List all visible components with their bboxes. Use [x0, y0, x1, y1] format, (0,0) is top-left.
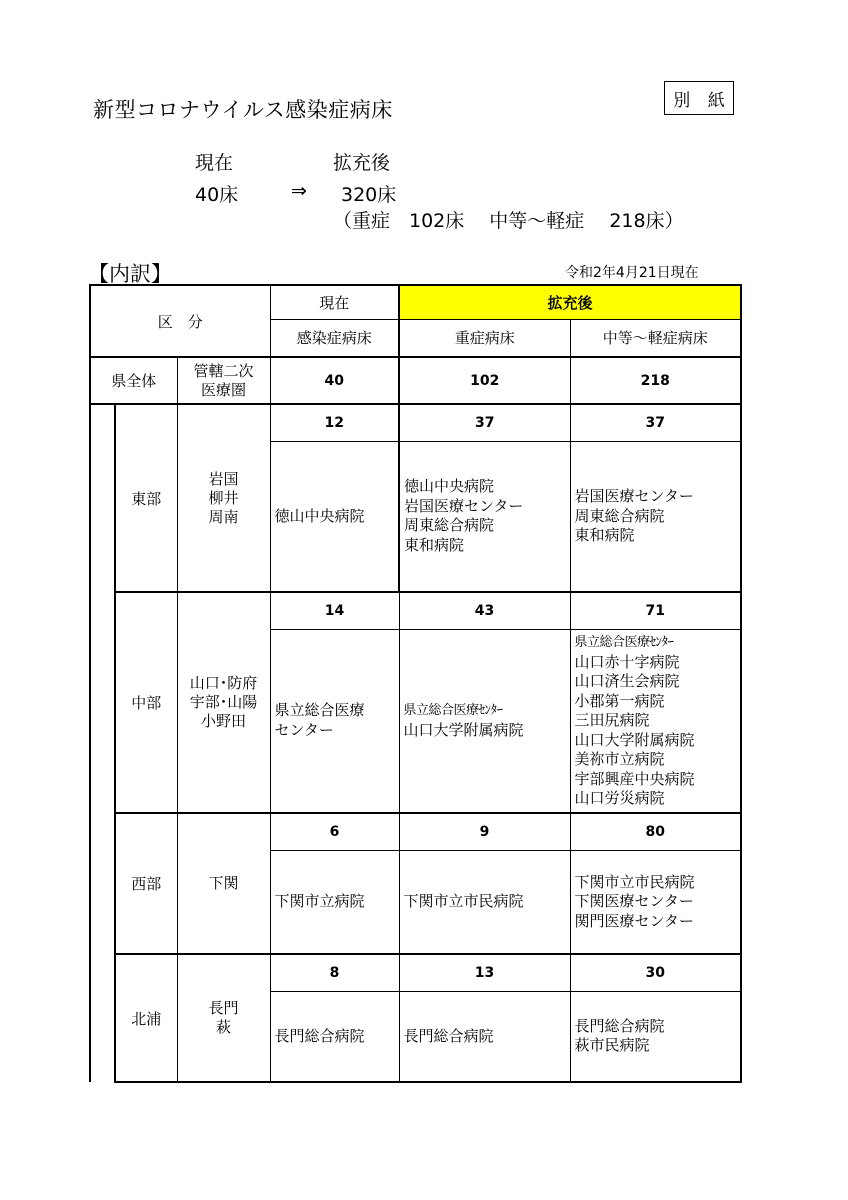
summary-expanded-label: 拡充後 [333, 152, 391, 174]
current-count: 6 [270, 813, 399, 850]
region-name: 東部 [115, 404, 177, 592]
severe-count: 37 [399, 404, 570, 441]
current-hospitals: 下関市立病院 [270, 850, 399, 954]
severe-count: 9 [399, 813, 570, 850]
breakdown-heading: 【内訳】 [88, 262, 172, 286]
total-current: 40 [270, 357, 399, 404]
moderate-count: 37 [570, 404, 741, 441]
header-moderate-sub: 中等～軽症病床 [570, 319, 741, 357]
severe-hospitals: 下関市立市民病院 [399, 850, 570, 954]
moderate-hospitals: 長門総合病院 萩市民病院 [570, 991, 741, 1082]
attachment-label: 別 紙 [664, 81, 734, 115]
current-count: 12 [270, 404, 399, 441]
moderate-hospitals: 岩国医療センター 周東総合病院 東和病院 [570, 441, 741, 592]
summary-current-value: 40床 [195, 184, 239, 206]
moderate-count: 80 [570, 813, 741, 850]
current-hospitals: 徳山中央病院 [270, 441, 399, 592]
severe-hospitals: 県立総合医療ｾﾝﾀｰ 山口大学附属病院 [399, 629, 570, 813]
header-expanded: 拡充後 [399, 285, 741, 319]
total-moderate: 218 [570, 357, 741, 404]
moderate-count: 71 [570, 592, 741, 629]
severe-hospitals: 徳山中央病院 岩国医療センター 周東総合病院 東和病院 [399, 441, 570, 592]
summary-arrow: ⇒ [291, 180, 307, 202]
region-areas: 長門 萩 [177, 954, 270, 1082]
header-category: 区 分 [90, 285, 270, 357]
as-of-date: 令和2年4月21日現在 [565, 265, 699, 281]
total-severe: 102 [399, 357, 570, 404]
header-current: 現在 [270, 285, 399, 319]
indent-spacer [90, 404, 115, 1082]
severe-count: 43 [399, 592, 570, 629]
summary-expanded-value: 320床 [341, 184, 397, 206]
region-name: 中部 [115, 592, 177, 813]
header-current-sub: 感染症病床 [270, 319, 399, 357]
summary-current-label: 現在 [195, 152, 234, 174]
region-name: 北浦 [115, 954, 177, 1082]
summary-detail: （重症 102床 中等～軽症 218床） [333, 210, 684, 232]
severe-count: 13 [399, 954, 570, 991]
region-areas: 山口･防府 宇部･山陽 小野田 [177, 592, 270, 813]
total-area-label: 管轄二次 医療圏 [177, 357, 270, 404]
moderate-hospitals: 下関市立市民病院 下関医療センター 関門医療センター [570, 850, 741, 954]
header-severe-sub: 重症病床 [399, 319, 570, 357]
current-count: 14 [270, 592, 399, 629]
region-name: 西部 [115, 813, 177, 954]
document-title: 新型コロナウイルス感染症病床 [93, 98, 393, 122]
total-label: 県全体 [90, 357, 177, 404]
severe-hospitals: 長門総合病院 [399, 991, 570, 1082]
moderate-count: 30 [570, 954, 741, 991]
region-areas: 岩国 柳井 周南 [177, 404, 270, 592]
bed-table [89, 284, 742, 1083]
current-hospitals: 長門総合病院 [270, 991, 399, 1082]
moderate-hospitals: 県立総合医療ｾﾝﾀｰ 山口赤十字病院 山口済生会病院 小郡第一病院 三田尻病院 山口大学附属病院 美祢市立病院 宇部興産中央病院 山口労災病院 [570, 629, 741, 813]
current-hospitals: 県立総合医療 センター [270, 629, 399, 813]
region-areas: 下関 [177, 813, 270, 954]
current-count: 8 [270, 954, 399, 991]
